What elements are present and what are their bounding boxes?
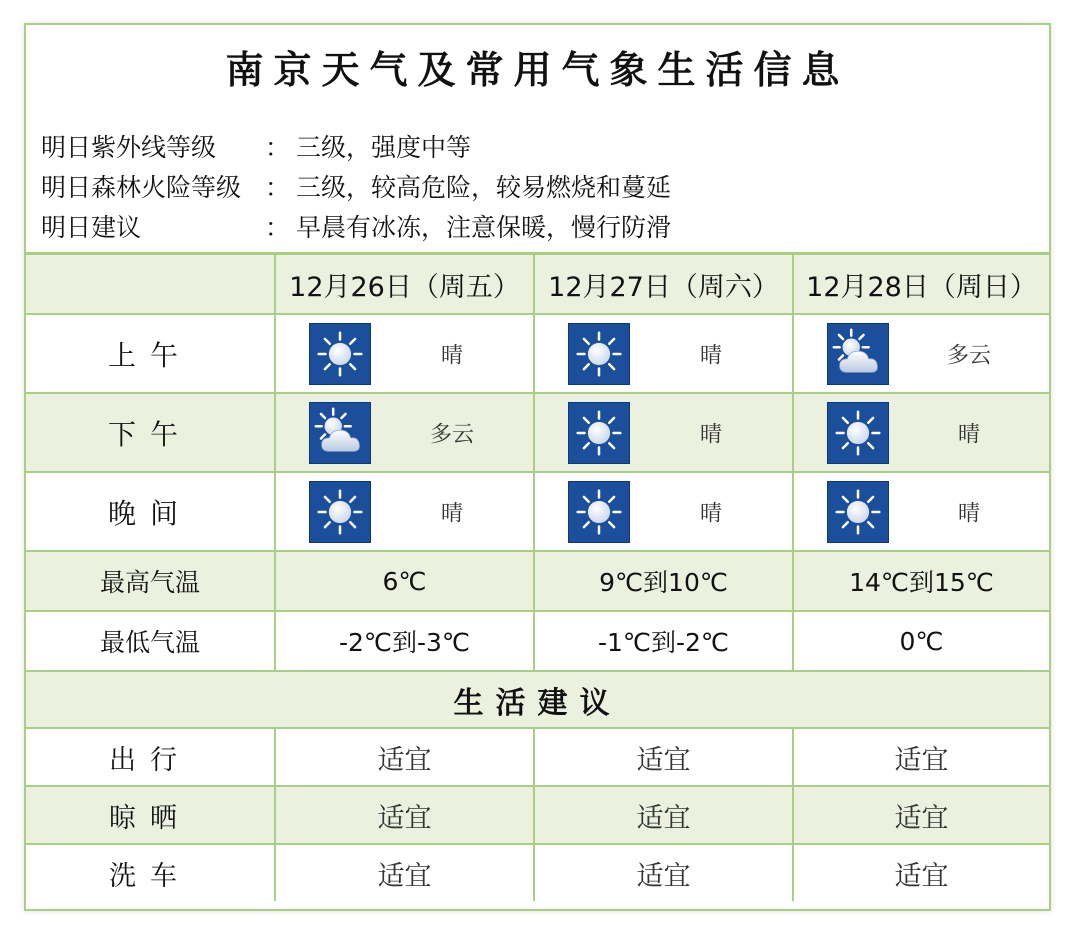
forecast-table [26,252,1049,901]
life-value: 适宜 [275,844,534,901]
temp-value: -1℃到-2℃ [534,611,793,671]
sun-icon [568,481,630,543]
weather-cell [793,472,1049,551]
weather-cell [275,393,534,472]
weather-condition: 晴 [699,501,722,526]
life-value: 适宜 [793,844,1049,901]
evening-row [26,472,1049,551]
sun-icon [827,481,889,543]
min-temp-row [26,611,1049,671]
section-heading: 生活建议 [26,671,1049,728]
row-label: 晾晒 [26,786,275,844]
weather-cell [275,472,534,551]
sun-icon [309,323,371,385]
temp-value: -2℃到-3℃ [275,611,534,671]
sun-icon [568,323,630,385]
weather-condition: 多云 [429,422,474,447]
temp-value: 6℃ [275,551,534,611]
fire-colon: ： [265,173,291,202]
row-label: 晚间 [26,472,275,551]
weather-condition: 晴 [699,422,722,447]
weather-cell [793,314,1049,393]
row-label: 最高气温 [26,551,275,611]
uv-label: 明日紫外线等级 [41,133,217,162]
row-label: 出行 [26,728,275,786]
weather-card [24,23,1051,911]
date-header: 12月26日（周五） [275,254,534,315]
fire-value: 三级，较高危险，较易燃烧和蔓延 [296,173,672,202]
max-temp-row [26,551,1049,611]
life-value: 适宜 [534,786,793,844]
life-value: 适宜 [534,844,793,901]
weather-condition: 晴 [440,343,463,368]
row-label: 最低气温 [26,611,275,671]
temp-value: 14℃到15℃ [793,551,1049,611]
weather-cell [275,314,534,393]
life-row-carwash [26,844,1049,901]
life-section-row [26,671,1049,728]
row-label: 洗车 [26,844,275,901]
uv-colon: ： [265,133,291,162]
life-value: 适宜 [793,728,1049,786]
life-row-drying [26,786,1049,844]
date-header: 12月27日（周六） [534,254,793,315]
weather-condition: 晴 [957,501,980,526]
row-label: 下午 [26,393,275,472]
weather-cell [793,393,1049,472]
life-value: 适宜 [793,786,1049,844]
temp-value: 9℃到10℃ [534,551,793,611]
fire-label: 明日森林火险等级 [41,173,242,202]
weather-cell [534,314,793,393]
life-value: 适宜 [275,786,534,844]
weather-cell [534,472,793,551]
sun-icon [827,402,889,464]
uv-value: 三级，强度中等 [296,133,472,162]
weather-condition: 晴 [957,422,980,447]
advice-label: 明日建议 [41,213,142,242]
date-header-row [26,254,1049,315]
morning-row [26,314,1049,393]
temp-value: 0℃ [793,611,1049,671]
row-label: 上午 [26,314,275,393]
partly-cloudy-icon [827,323,889,385]
corner-cell [26,254,275,315]
afternoon-row [26,393,1049,472]
weather-condition: 晴 [440,501,463,526]
sun-icon [568,402,630,464]
advice-colon: ： [265,213,291,242]
weather-condition: 多云 [946,343,991,368]
life-value: 适宜 [275,728,534,786]
sun-icon [309,481,371,543]
advice-value: 早晨有冰冻，注意保暖，慢行防滑 [296,213,672,242]
weather-cell [534,393,793,472]
weather-condition: 晴 [699,343,722,368]
life-value: 适宜 [534,728,793,786]
page-title: 南京天气及常用气象生活信息 [225,47,850,92]
partly-cloudy-icon [309,402,371,464]
life-row-travel [26,728,1049,786]
date-header: 12月28日（周日） [793,254,1049,315]
